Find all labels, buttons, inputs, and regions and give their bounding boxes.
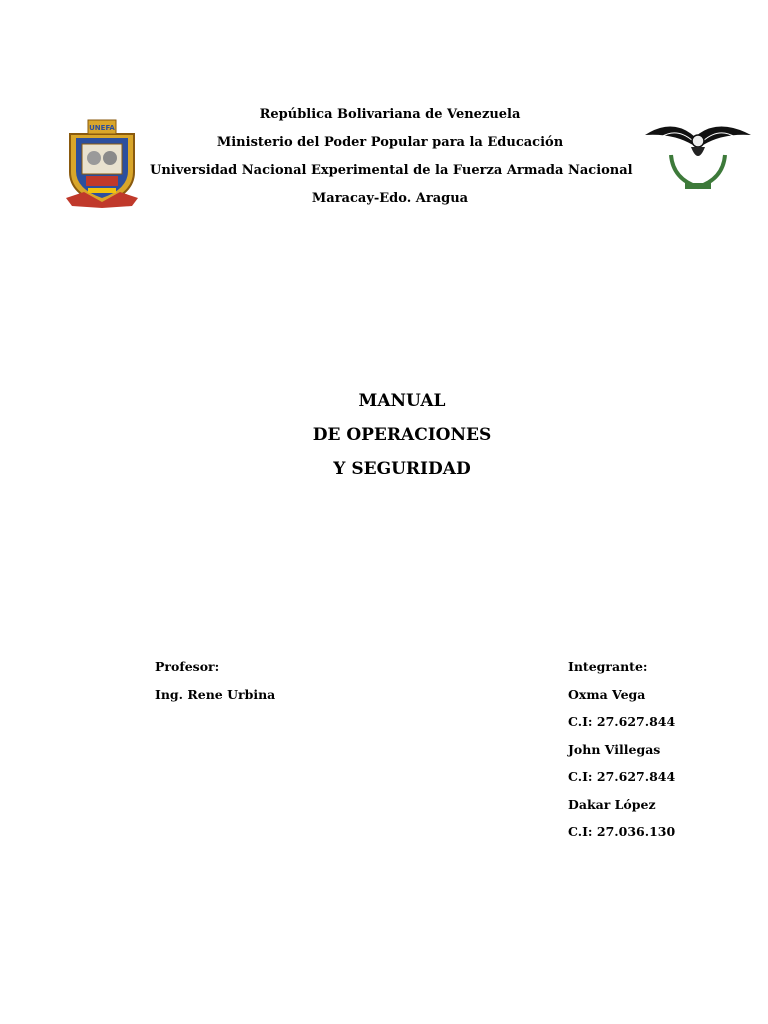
header-line-university: Universidad Nacional Experimental de la Fuerza Armada Nacional	[150, 163, 633, 178]
member-name: Dakar López	[568, 796, 656, 812]
shield-banner-text: UNEFA	[89, 124, 115, 132]
title-line-security: Y SEGURIDAD	[333, 459, 471, 479]
professor-name: Ing. Rene Urbina	[155, 686, 276, 702]
title-line-manual: MANUAL	[358, 391, 446, 411]
document-title	[252, 384, 552, 486]
professor-label: Profesor:	[155, 659, 220, 674]
institution-header	[150, 101, 633, 213]
member-ci: C.I: 27.627.844	[568, 769, 676, 784]
eagle-emblem-icon	[643, 115, 753, 195]
member-name: John Villegas	[568, 741, 661, 757]
title-line-operations: DE OPERACIONES	[312, 425, 492, 445]
members-label: Integrante:	[568, 659, 648, 674]
professor-block	[155, 653, 275, 708]
header-line-ministry: Ministerio del Poder Popular para la Educación	[216, 135, 564, 150]
member-name: Oxma Vega	[568, 686, 646, 702]
header-line-location: Maracay-Edo. Aragua	[311, 191, 469, 206]
header-line-republic: República Bolivariana de Venezuela	[259, 107, 521, 122]
member-ci: C.I: 27.036.130	[568, 824, 676, 839]
members-block	[568, 653, 675, 846]
member-ci: C.I: 27.627.844	[568, 714, 676, 729]
university-shield-icon	[66, 112, 138, 208]
